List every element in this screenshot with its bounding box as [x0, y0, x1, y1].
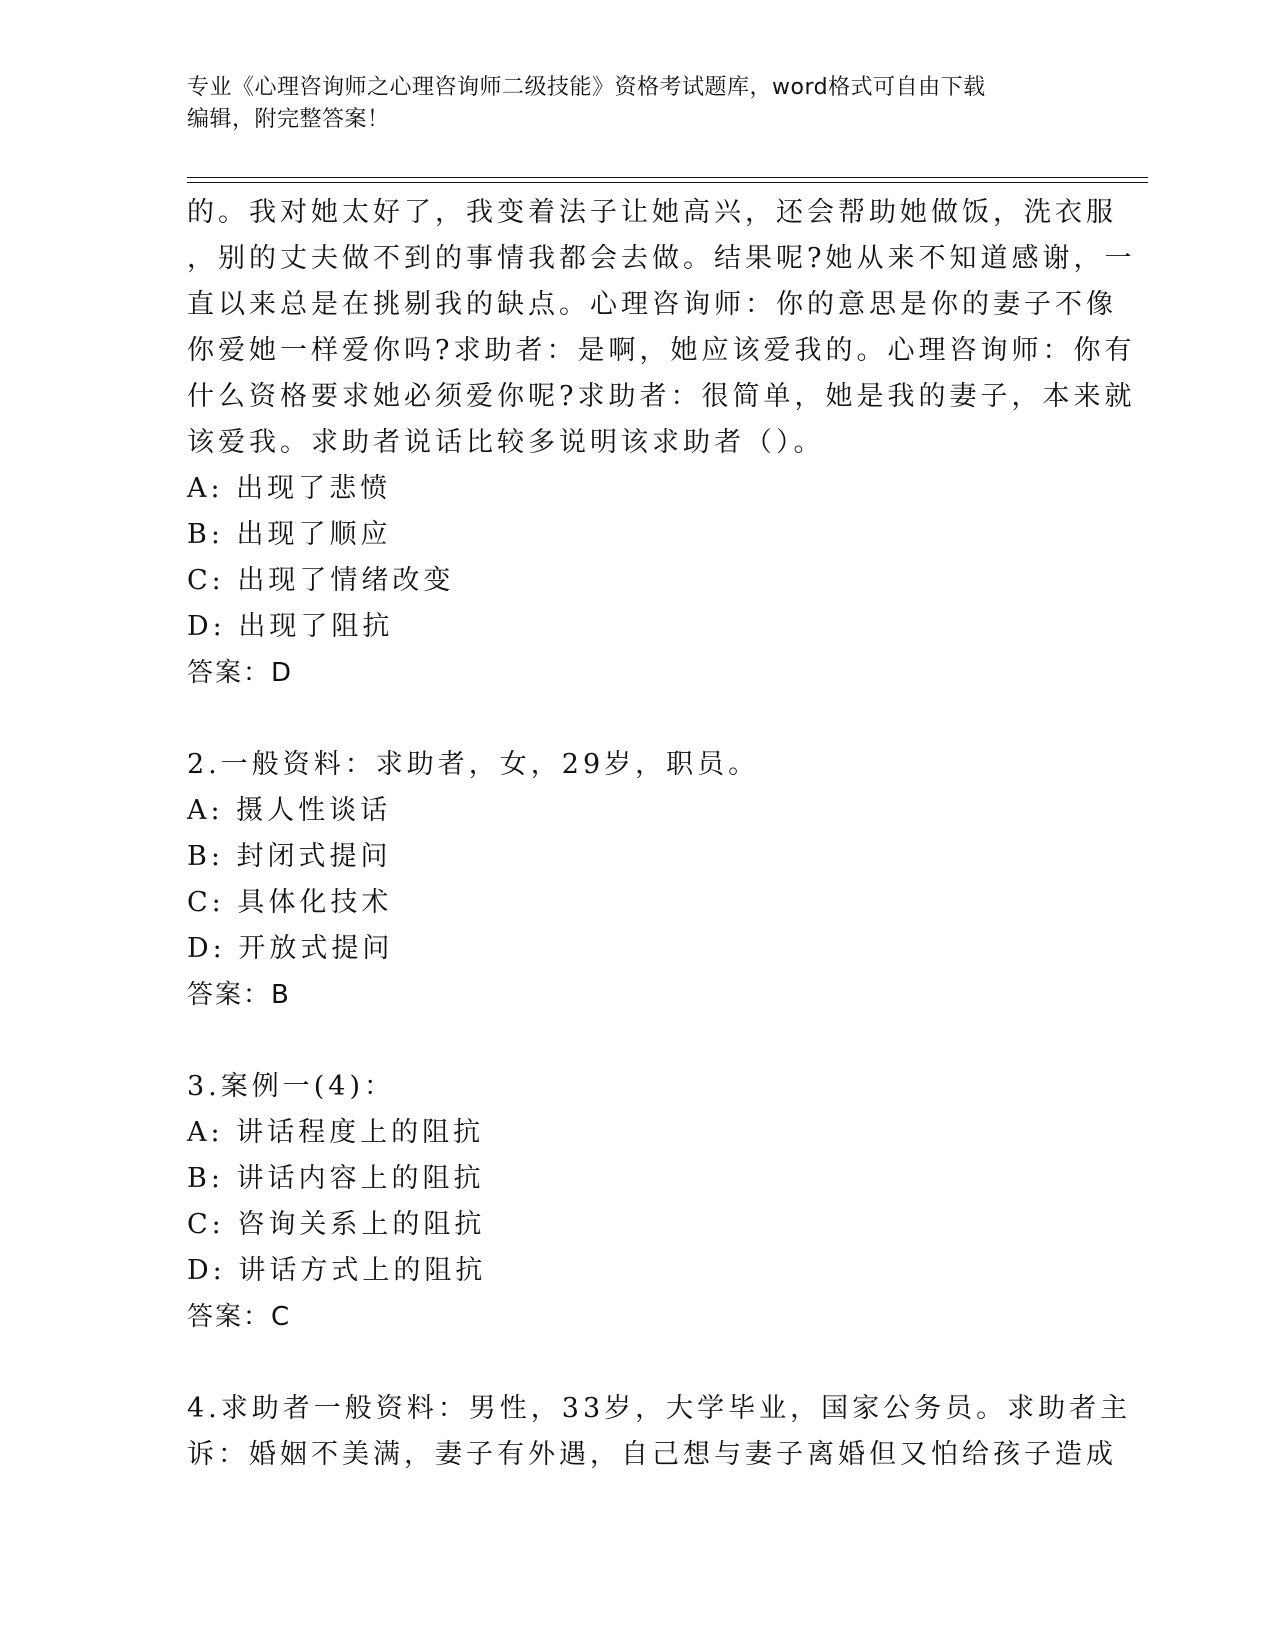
question-text-line: 你爱她一样爱你吗?求助者：是啊，她应该爱我的。心理咨询师：你有 — [187, 335, 1136, 366]
option-c: C: 咨询关系上的阻抗 — [187, 1209, 486, 1240]
spacer — [187, 696, 1087, 742]
question-text-line: 4.求助者一般资料：男性，33岁，大学毕业，国家公务员。求助者主 — [187, 1393, 1132, 1424]
question-1-continued — [187, 190, 1136, 696]
header-line-1: 专业《心理咨询师之心理咨询师二级技能》资格考试题库，word格式可自由下载 — [187, 75, 986, 100]
question-text-line: 什么资格要求她必须爱你呢?求助者：很简单，她是我的妻子，本来就 — [187, 381, 1136, 412]
option-d: D: 开放式提问 — [187, 933, 394, 964]
question-text-line: 该爱我。求助者说话比较多说明该求助者（）。 — [187, 427, 825, 458]
option-b: B: 讲话内容上的阻抗 — [187, 1163, 485, 1194]
question-text-line: 诉：婚姻不美满，妻子有外遇，自己想与妻子离婚但又怕给孩子造成 — [187, 1439, 1117, 1470]
answer: 答案：B — [187, 980, 291, 1010]
option-c: C: 具体化技术 — [187, 887, 393, 918]
option-d: D: 出现了阻抗 — [187, 611, 394, 642]
header-double-rule — [187, 177, 1148, 183]
question-text-line: 直以来总是在挑剔我的缺点。心理咨询师：你的意思是你的妻子不像 — [187, 289, 1117, 320]
option-b: B: 封闭式提问 — [187, 841, 392, 872]
spacer — [187, 1340, 1087, 1386]
question-2 — [187, 742, 1087, 1018]
question-3 — [187, 1064, 1087, 1340]
question-4 — [187, 1386, 1132, 1478]
answer: 答案：C — [187, 1302, 292, 1332]
option-a: A: 讲话程度上的阻抗 — [187, 1117, 485, 1148]
option-b: B: 出现了顺应 — [187, 519, 392, 550]
question-text: 2.一般资料：求助者，女，29岁，职员。 — [187, 749, 760, 780]
question-text: 3.案例一(4)： — [187, 1071, 396, 1102]
option-c: C: 出现了情绪改变 — [187, 565, 455, 596]
page-header — [187, 72, 1087, 136]
question-text-line: ，别的丈夫做不到的事情我都会去做。结果呢?她从来不知道感谢，一 — [187, 243, 1136, 274]
option-a: A: 摄人性谈话 — [187, 795, 392, 826]
option-a: A: 出现了悲愤 — [187, 473, 392, 504]
question-text-line: 的。我对她太好了，我变着法子让她高兴，还会帮助她做饭，洗衣服 — [187, 197, 1117, 228]
answer: 答案：D — [187, 658, 294, 688]
spacer — [187, 1018, 1087, 1064]
option-d: D: 讲话方式上的阻抗 — [187, 1255, 487, 1286]
header-line-2: 编辑，附完整答案！ — [187, 107, 390, 132]
document-body — [187, 190, 1136, 1478]
